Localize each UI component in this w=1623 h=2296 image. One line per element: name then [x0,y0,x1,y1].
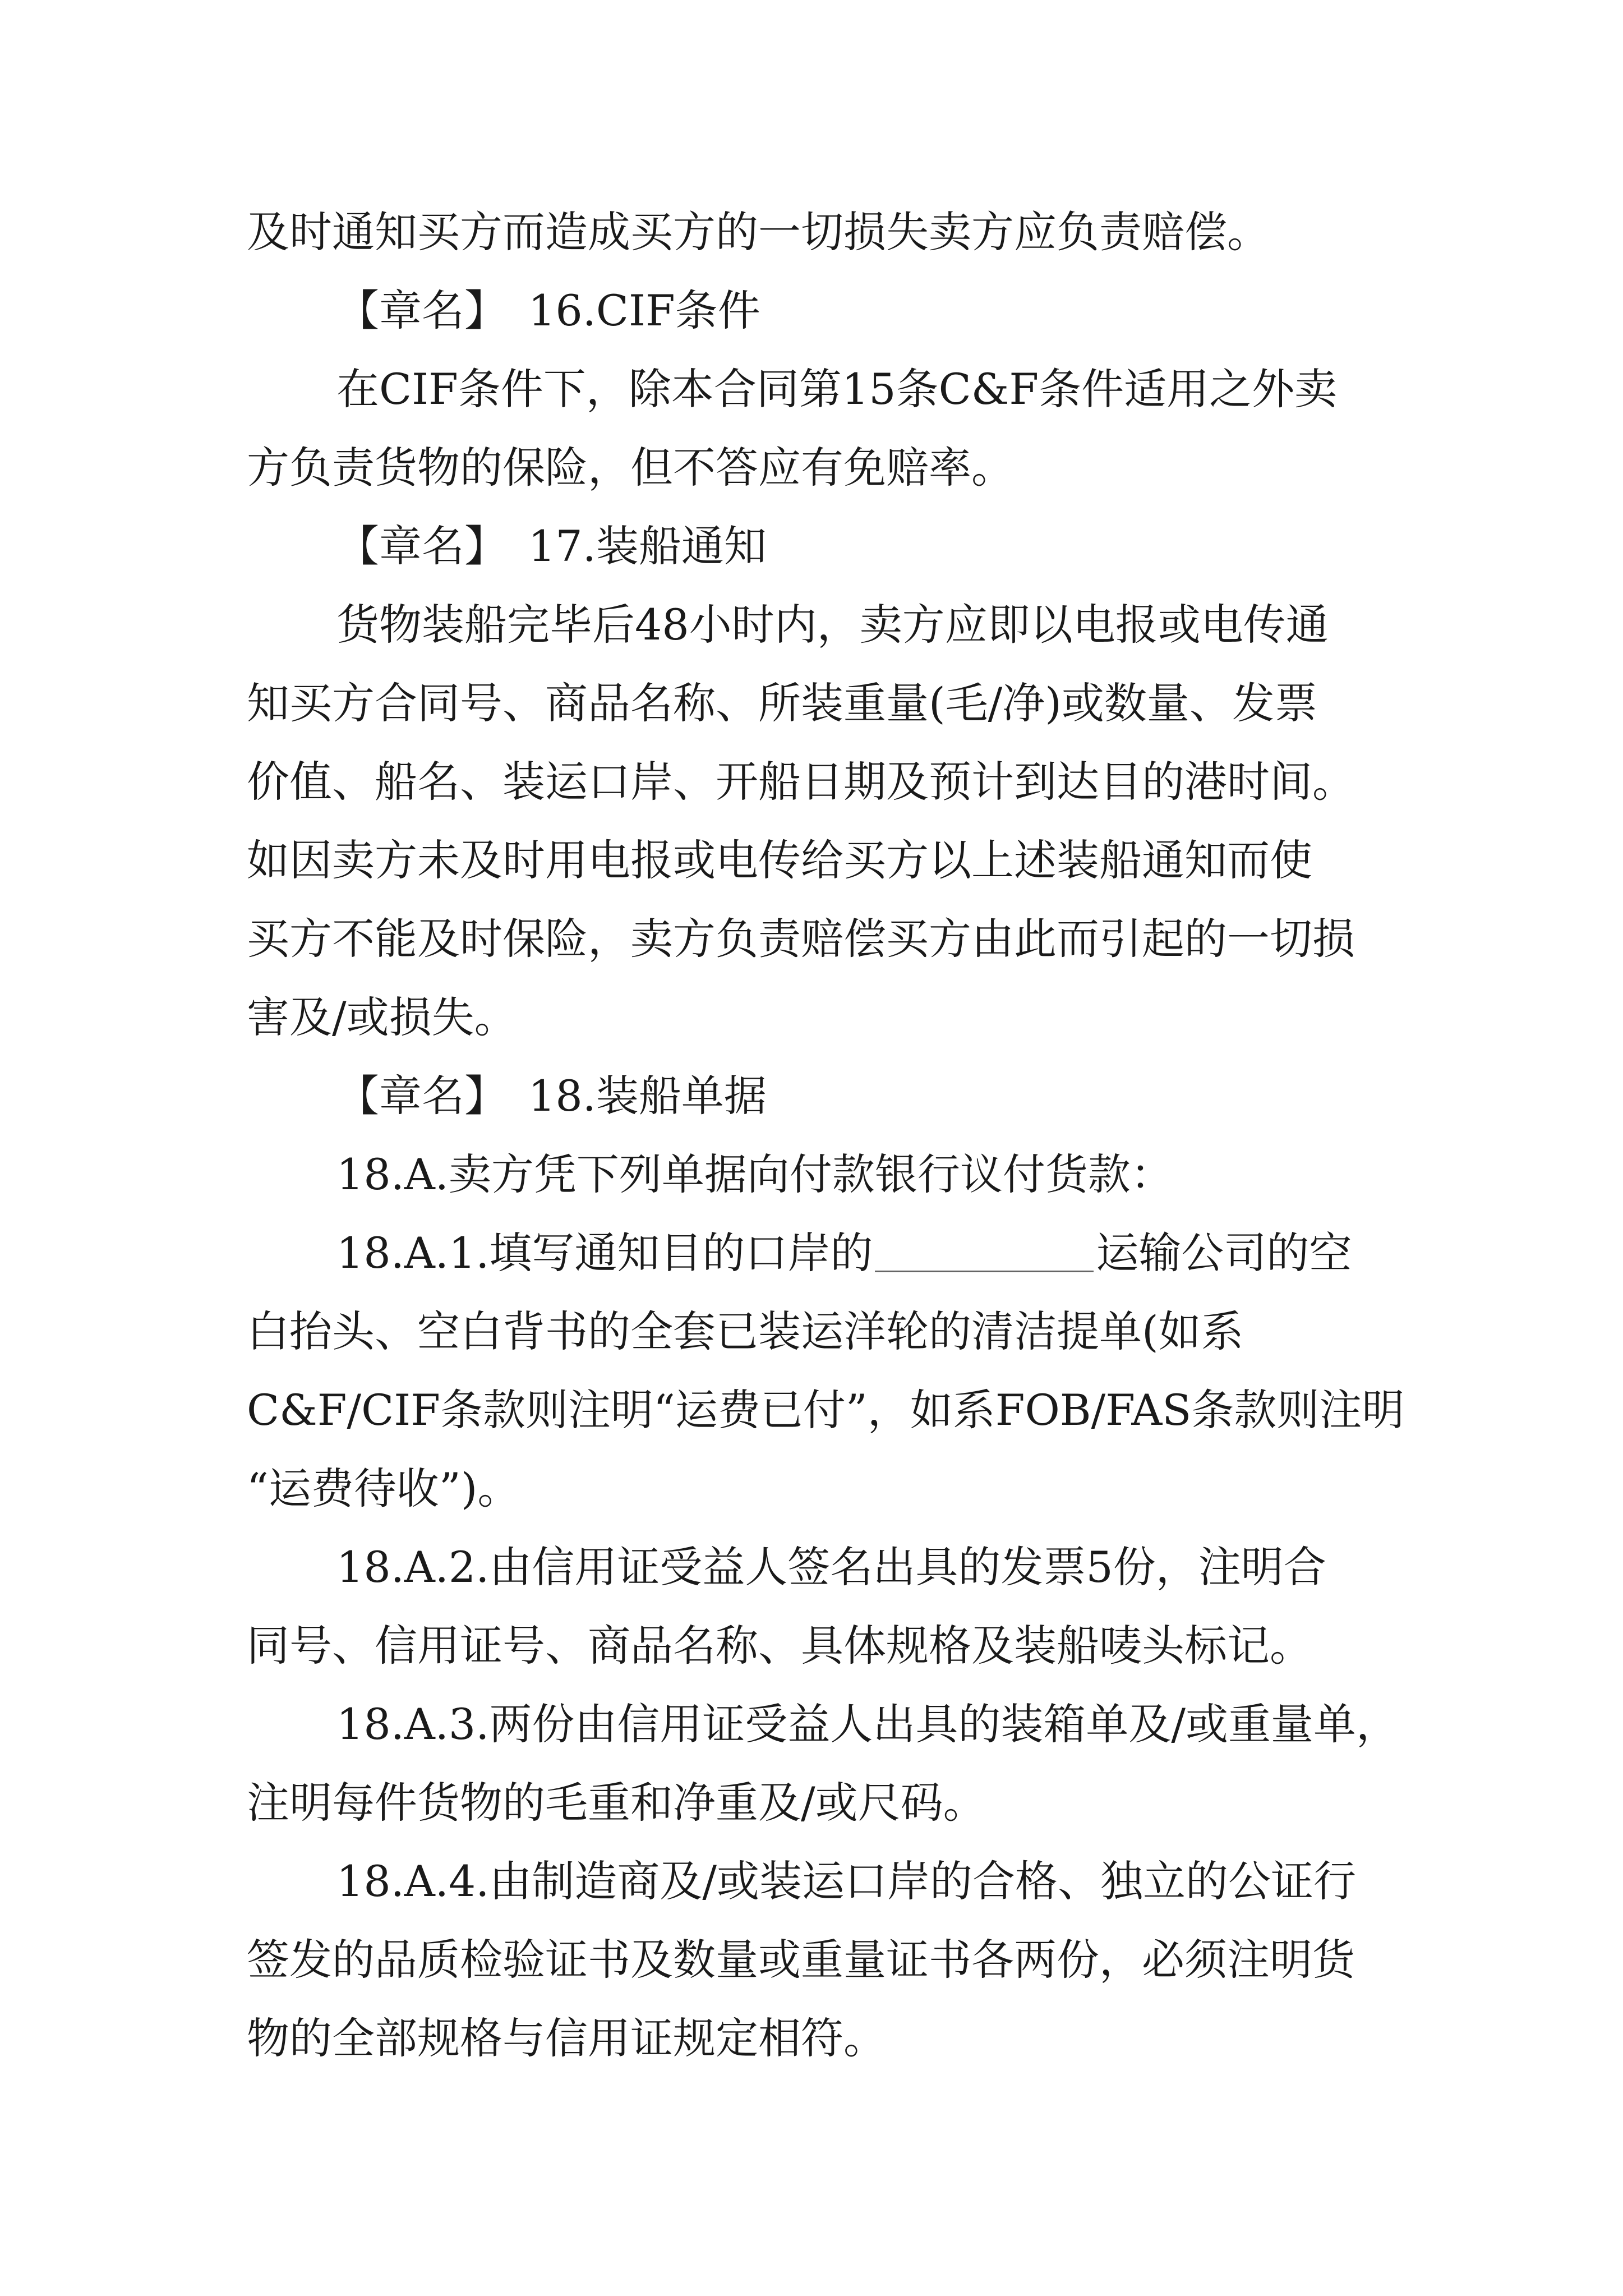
paragraph-line: C&F/CIF条款则注明“运费已付”，如系FOB/FAS条款则注明 [247,1385,1405,1435]
clause-18a: 18.A.卖方凭下列单据向付款银行议付货款： [336,1149,1173,1199]
paragraph-line: “运费待收”)。 [247,1464,520,1513]
clause-18a2: 18.A.2.由信用证受益人签名出具的发票5份，注明合 [336,1542,1326,1592]
clause-text: 18.A.1.填写通知目的口岸的 [336,1228,873,1278]
paragraph-line: 买方不能及时保险，卖方负责赔偿买方由此而引起的一切损 [247,914,1355,964]
paragraph-line: 物的全部规格与信用证规定相符。 [247,2013,886,2063]
paragraph-line: 货物装船完毕后48小时内，卖方应即以电报或电传通 [336,600,1329,650]
chapter-heading-18: 【章名】 18.装船单据 [336,1071,767,1121]
paragraph-line: 知买方合同号、商品名称、所装重量(毛/净)或数量、发票 [247,678,1317,728]
paragraph-line: 价值、船名、装运口岸、开船日期及预计到达目的港时间。 [247,757,1355,807]
paragraph-line: 白抬头、空白背书的全套已装运洋轮的清洁提单(如系 [247,1306,1244,1356]
paragraph-line: 如因卖方未及时用电报或电传给买方以上述装船通知而使 [247,835,1312,885]
clause-18a3: 18.A.3.两份由信用证受益人出具的装箱单及/或重量单， [336,1699,1399,1749]
clause-text: 运输公司的空 [1096,1228,1352,1278]
paragraph-line: 注明每件货物的毛重和净重及/或尺码。 [247,1778,986,1828]
paragraph-line: 及时通知买方而造成买方的一切损失卖方应负责赔偿。 [247,207,1270,257]
chapter-heading-16: 【章名】 16.CIF条件 [336,286,760,335]
paragraph-line: 签发的品质检验证书及数量或重量证书各两份，必须注明货 [247,1935,1355,1985]
paragraph-line: 害及/或损失。 [247,992,517,1042]
clause-18a4: 18.A.4.由制造商及/或装运口岸的合格、独立的公证行 [336,1856,1357,1906]
paragraph-line: 在CIF条件下，除本合同第15条C&F条件适用之外卖 [336,364,1338,414]
paragraph-line: 同号、信用证号、商品名称、具体规格及装船唛头标记。 [247,1621,1312,1671]
fill-in-blank [875,1228,1094,1272]
chapter-heading-17: 【章名】 17.装船通知 [336,521,767,571]
clause-18a1-first-line [336,1214,1352,1292]
paragraph-line: 方负责货物的保险，但不答应有免赔率。 [247,443,1014,493]
